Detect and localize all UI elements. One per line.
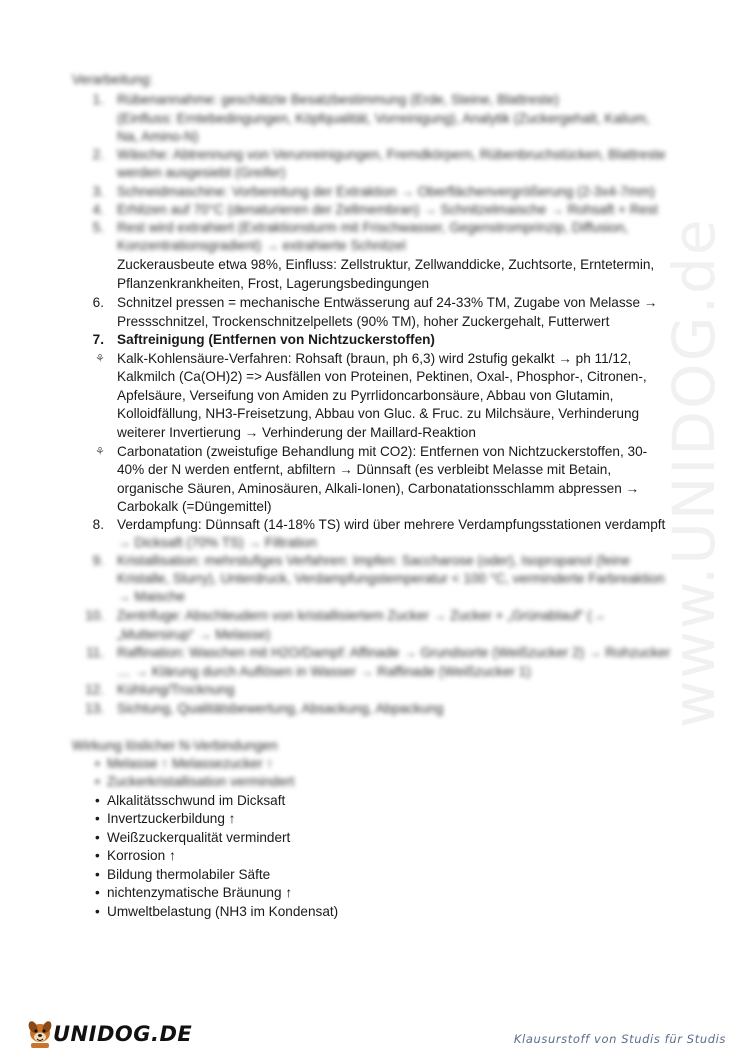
effect-item: • Korrosion ↑ [95,848,176,863]
step-5-influences: Pflanzenkrankheiten, Frost, Lagerungsbedingungen [117,276,430,291]
effect-item: • Weißzuckerqualität vermindert [95,830,291,845]
step-5-line-2: Konzentrationsgradient) → extrahierte Schnitzel [117,238,406,253]
step-1-line-2: (Einfluss: Erntebedingungen, Köpfqualität, Vorreinigung), Analytik (Zuckergehalt, Kalium, [117,111,650,126]
heading-processing: Verarbeitung: [72,72,153,87]
step-5-yield: Zuckerausbeute etwa 98%, Einfluss: Zellstruktur, Zellwanddicke, Zuchtsorte, Erntetermin, [117,257,655,272]
step-11-line-2: … → Klärung durch Auflösen in Wasser → Raffinade (Weißzucker 1) [117,664,531,679]
step-10-line-2: „Muttersirup“ → Melasse) [117,627,271,642]
watermark: www.UNIDOG.de [660,217,728,728]
effect-item: • Alkalitätsschwund im Dicksaft [95,793,286,808]
heading-effects: Wirkung löslicher N-Verbindungen [72,738,278,753]
carbonation-line-3: organische Säuren, Aminosäuren, Alkali-Ionen), Carbonatationsschlamm abpressen → [117,481,640,496]
lime-process-line-4: Kolloidfällung, NH3-Freisetzung, Abbau von Gluc. & Fruc. zu Milchsäure, Verhinderung [117,406,640,421]
step-9-line-2: Kristalle, Slurry), Unterdruck, Verdampfungstemperatur < 100 °C, verminderte Farbreaktion [117,571,665,586]
lime-process-line-2: Kalkmilch (Ca(OH)2) => Ausfällen von Proteinen, Pektinen, Oxal-, Phosphor-, Citronen-, [117,369,647,384]
effect-item: • Bildung thermolabiler Säfte [95,867,271,882]
sub-bullet-icon: ⚘ [95,353,105,365]
lime-process-line-5: weiterer Invertierung → Verhinderung der Maillard-Reaktion [117,425,476,440]
carbonation-line-4: Carbokalk (=Düngemittel) [117,499,272,514]
step-6-line-2: Pressschnitzel, Trockenschnitzelpellets (90% TM), hoher Zuckergehalt, Futterwert [117,314,610,329]
carbonation-line-2: 40% der N werden entfernt, abfiltern → Dünnsaft (es verbleibt Melasse mit Betain, [117,462,612,477]
logo-text: UNIDOG.DE [53,1022,193,1046]
step-9-line-3: → Maische [117,589,185,604]
step-1-line-3: Na, Amino-N) [117,129,199,144]
footer-slogan: Klausurstoff von Studis für Studis [513,1032,726,1046]
effect-item: • Melasse ↑ Melassezucker ↑ [95,756,274,771]
unidog-logo [25,1016,193,1050]
effect-item: • Umweltbelastung (NH3 im Kondensat) [95,904,339,919]
sub-bullet-icon: ⚘ [95,446,105,458]
effect-item: • Invertzuckerbildung ↑ [95,811,236,826]
carbonation-line-1: Carbonatation (zweistufige Behandlung mit CO2): Entfernen von Nichtzuckerstoffen, 30- [117,444,648,459]
effect-item: • nichtenzymatische Bräunung ↑ [95,885,293,900]
effect-item: • Zuckerkristallisation vermindert [95,774,295,789]
lime-process-line-3: Apfelsäure, Verseifung von Amiden zu Pyrrlidoncarbonsäure, Abbau von Glutamin, [117,388,614,403]
lime-process-line-1: Kalk-Kohlensäure-Verfahren: Rohsaft (braun, ph 6,3) wird 2stufig gekalkt → ph 11/12, [117,351,632,366]
step-2-line-2: werden ausgesiebt (Greifer) [117,165,286,180]
step-8-line-2: → Dicksaft (70% TS) → Filtration [117,535,317,550]
document-page: www.UNIDOG.de Verarbeitung: 1. Rübenannahme: geschätzte Besatzbestimmung (Erde, Steine, Blattreste) (Einfluss: Erntebedingungen, Köpfqualität, Vorreinigung), Analytik (Zuckergehalt, Kalium, Na, Amino-N) 2. Wäsche: Abtrennung von Verunreinigungen, Fremdkörpern, Rübenbruchstücken, Blattreste werden ausgesiebt (Greifer) 3. Schneidmaschine: Vorbereitung der Extraktion → Oberflächenvergrößerung (2-3x4-7mm) 4. Erhitzen auf 70°C (denaturieren der Zellmembran) → Schnitzelmaische → Rohsaft + Rest 5. Rest wird extrahiert (Extraktionsturm mit Frischwasser, Gegenstromprinzip, Diffusion, Konzentrationsgradient) → extrahierte Schnitzel Zuckerausbeute etwa 98%, Einfluss: Zellstruktur, Zellwanddicke, Zuchtsorte, Erntetermin, Pflanzenkrankheiten, Frost, Lagerungsbedingungen 6. Schnitzel pressen = mechanische Entwässerung auf 24-33% TM, Zugabe von Melasse → Pressschnitzel, Trockenschnitzelpellets (90% TM), hoher Zuckergehalt, Futterwert 7. Saftreinigung (Entfernen von Nichtzuckerstoffen) ⚘ Kalk-Kohlensäure-Verfahren: Rohsaft (braun, ph 6,3) wird 2stufig gekalkt → ph 11/12, Kalkmilch (Ca(OH)2) => Ausfällen von Proteinen, Pektinen, Oxal-, Phosphor-, Citronen-, Apfelsäure, Verseifung von Amiden zu Pyrrlidoncarbonsäure, Abbau von Glutamin, Kolloidfällung, NH3-Freisetzung, Abbau von Gluc. & Fruc. zu Milchsäure, Verhinderung weiterer Invertierung → Verhinderung der Maillard-Reaktion ⚘ Carbonatation (zweistufige Behandlung mit CO2): Entfernen von Nichtzuckerstoffen, 30- 40% der N werden entfernt, abfiltern → Dünnsaft (es verbleibt Melasse mit Betain, organische Säuren, Aminosäuren, Alkali-Ionen), Carbonatationsschlamm abpressen → Carbokalk (=Düngemittel) 8. Verdampfung: Dünnsaft (14-18% TS) wird über mehrere Verdampfungsstationen verdampft → Dicksaft (70% TS) → Filtration 9. Kristallisation: mehrstufiges Verfahren: Impfen: Saccharose (oder), Isopropanol (feine Kristalle, Slurry), Unterdruck, Verdampfungstemperatur < 100 °C, verminderte Farbreaktion → Maische 10. Zentrifuge: Abschleudern von kristallisiertem Zucker → Zucker + „Grünablauf“ (→ „Muttersirup“ → Melasse) 11. Raffination: Waschen mit H2O/Dampf: Affinade → Grundsorte (Weißzucker 2) → Rohzucker … → Klärung durch Auflösen in Wasser → Raffinade (Weißzucker 1) 12. Kühlung/Trocknung 13. Sichtung, Qualitätsbewertung, Absackung, Abpackung Wirkung löslicher N-Verbindungen • Melasse ↑ Melassezucker ↑ • Zuckerkristallisation vermindert • Alkalitätsschwund im Dicksaft • Invertzuckerbildung ↑ • Weißzuckerqualität vermindert • Korrosion ↑ • Bildung thermolabiler Säfte • nichtenzymatische Bräunung ↑ • Umweltbelastung (NH3 im Kondensat) UNIDOG.DE Klausurstoff von Studis für Studis [0,0,750,1060]
